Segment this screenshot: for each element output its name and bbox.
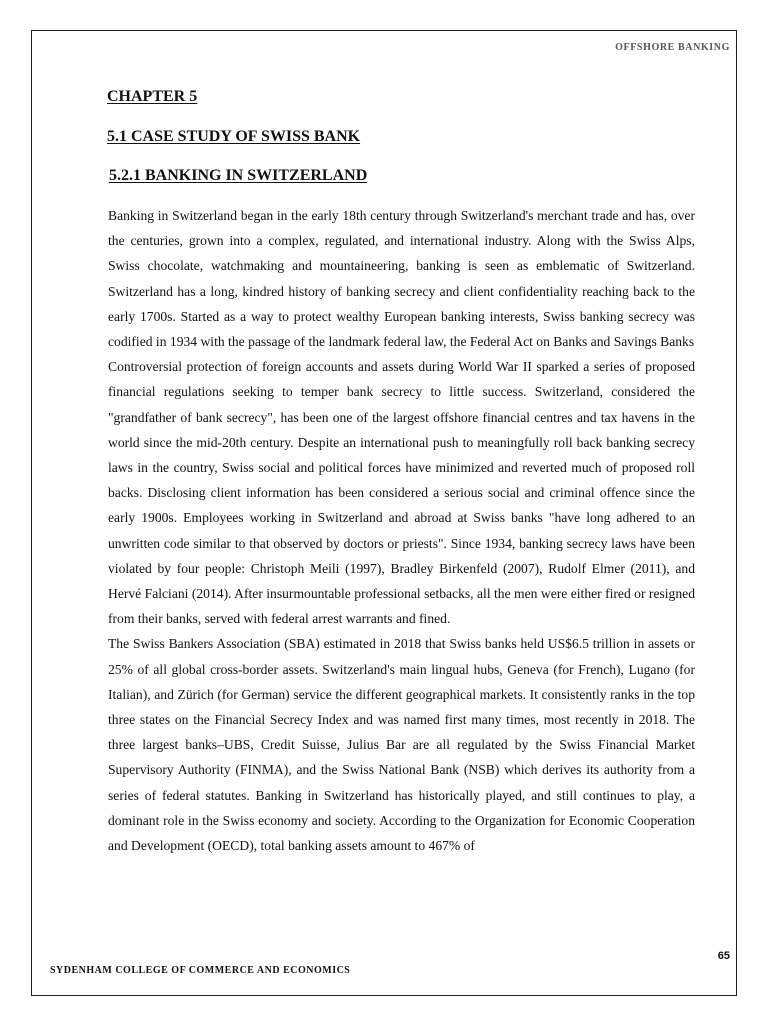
paragraph-1: Banking in Switzerland began in the early 18th century through Switzerland's merchant trade and has, over the centuries, grown into a complex, regulated, and international industry. Along with the Swiss Alps, Swiss chocolate, watchmaking and mountaineering, banking is seen as emblematic of Switzerland. Switzerland has a long, kindred history of banking secrecy and client confidentiality reaching back to the early 1700s. Started as a way to protect wealthy European banking interests, Swiss banking secrecy was codified in 1934 with the passage of the landmark federal law, the Federal Act on Banks and Savings Banks — [108, 208, 695, 350]
page-number: 65 — [717, 950, 730, 962]
paragraph-3: The Swiss Bankers Association (SBA) estimated in 2018 that Swiss banks held US$6.5 trillion in assets or 25% of all global cross-border assets. Switzerland's main lingual hubs, Geneva (for French), Lugano (for Italian), and Zürich (for German) service the different geographical markets. It consistently ranks in the top three states on the Financial Secrecy Index and was named first many times, most recently in 2018. The three largest banks–UBS, Credit Suisse, Julius Bar are all regulated by the Swiss Financial Market Supervisory Authority (FINMA), and the Swiss National Bank (NSB) which derives its authority from a series of federal statutes. Banking in Switzerland has historically played, and still continues to play, a dominant role in the Swiss economy and society. According to the Organization for Economic Cooperation and Development (OECD), total banking assets amount to 467% of — [108, 636, 695, 854]
chapter-heading: CHAPTER 5 — [107, 88, 198, 105]
body-text — [108, 203, 695, 858]
footer-college-name: SYDENHAM COLLEGE OF COMMERCE AND ECONOMICS — [50, 965, 351, 976]
paragraph-2: Controversial protection of foreign accounts and assets during World War II sparked a series of proposed financial regulations seeking to temper bank secrecy to little success. Switzerland, considered the "grandfather of bank secrecy", has been one of the largest offshore financial centres and tax havens in the world since the mid-20th century. Despite an international push to meaningfully roll back banking secrecy laws in the country, Swiss social and political forces have minimized and reverted much of proposed roll backs. Disclosing client information has been considered a serious social and criminal offence since the early 1900s. Employees working in Switzerland and abroad at Swiss banks "have long adhered to an unwritten code similar to that observed by doctors or priests". Since 1934, banking secrecy laws have been violated by four people: Christoph Meili (1997), Bradley Birkenfeld (2007), Rudolf Elmer (2011), and Hervé Falciani (2014). After insurmountable professional setbacks, all the men were either fired or resigned from their banks, served with federal arrest warrants and fined. — [108, 359, 695, 627]
subsection-heading: 5.2.1 BANKING IN SWITZERLAND — [109, 167, 368, 184]
running-header: OFFSHORE BANKING — [615, 42, 730, 53]
section-heading: 5.1 CASE STUDY OF SWISS BANK — [107, 128, 361, 145]
